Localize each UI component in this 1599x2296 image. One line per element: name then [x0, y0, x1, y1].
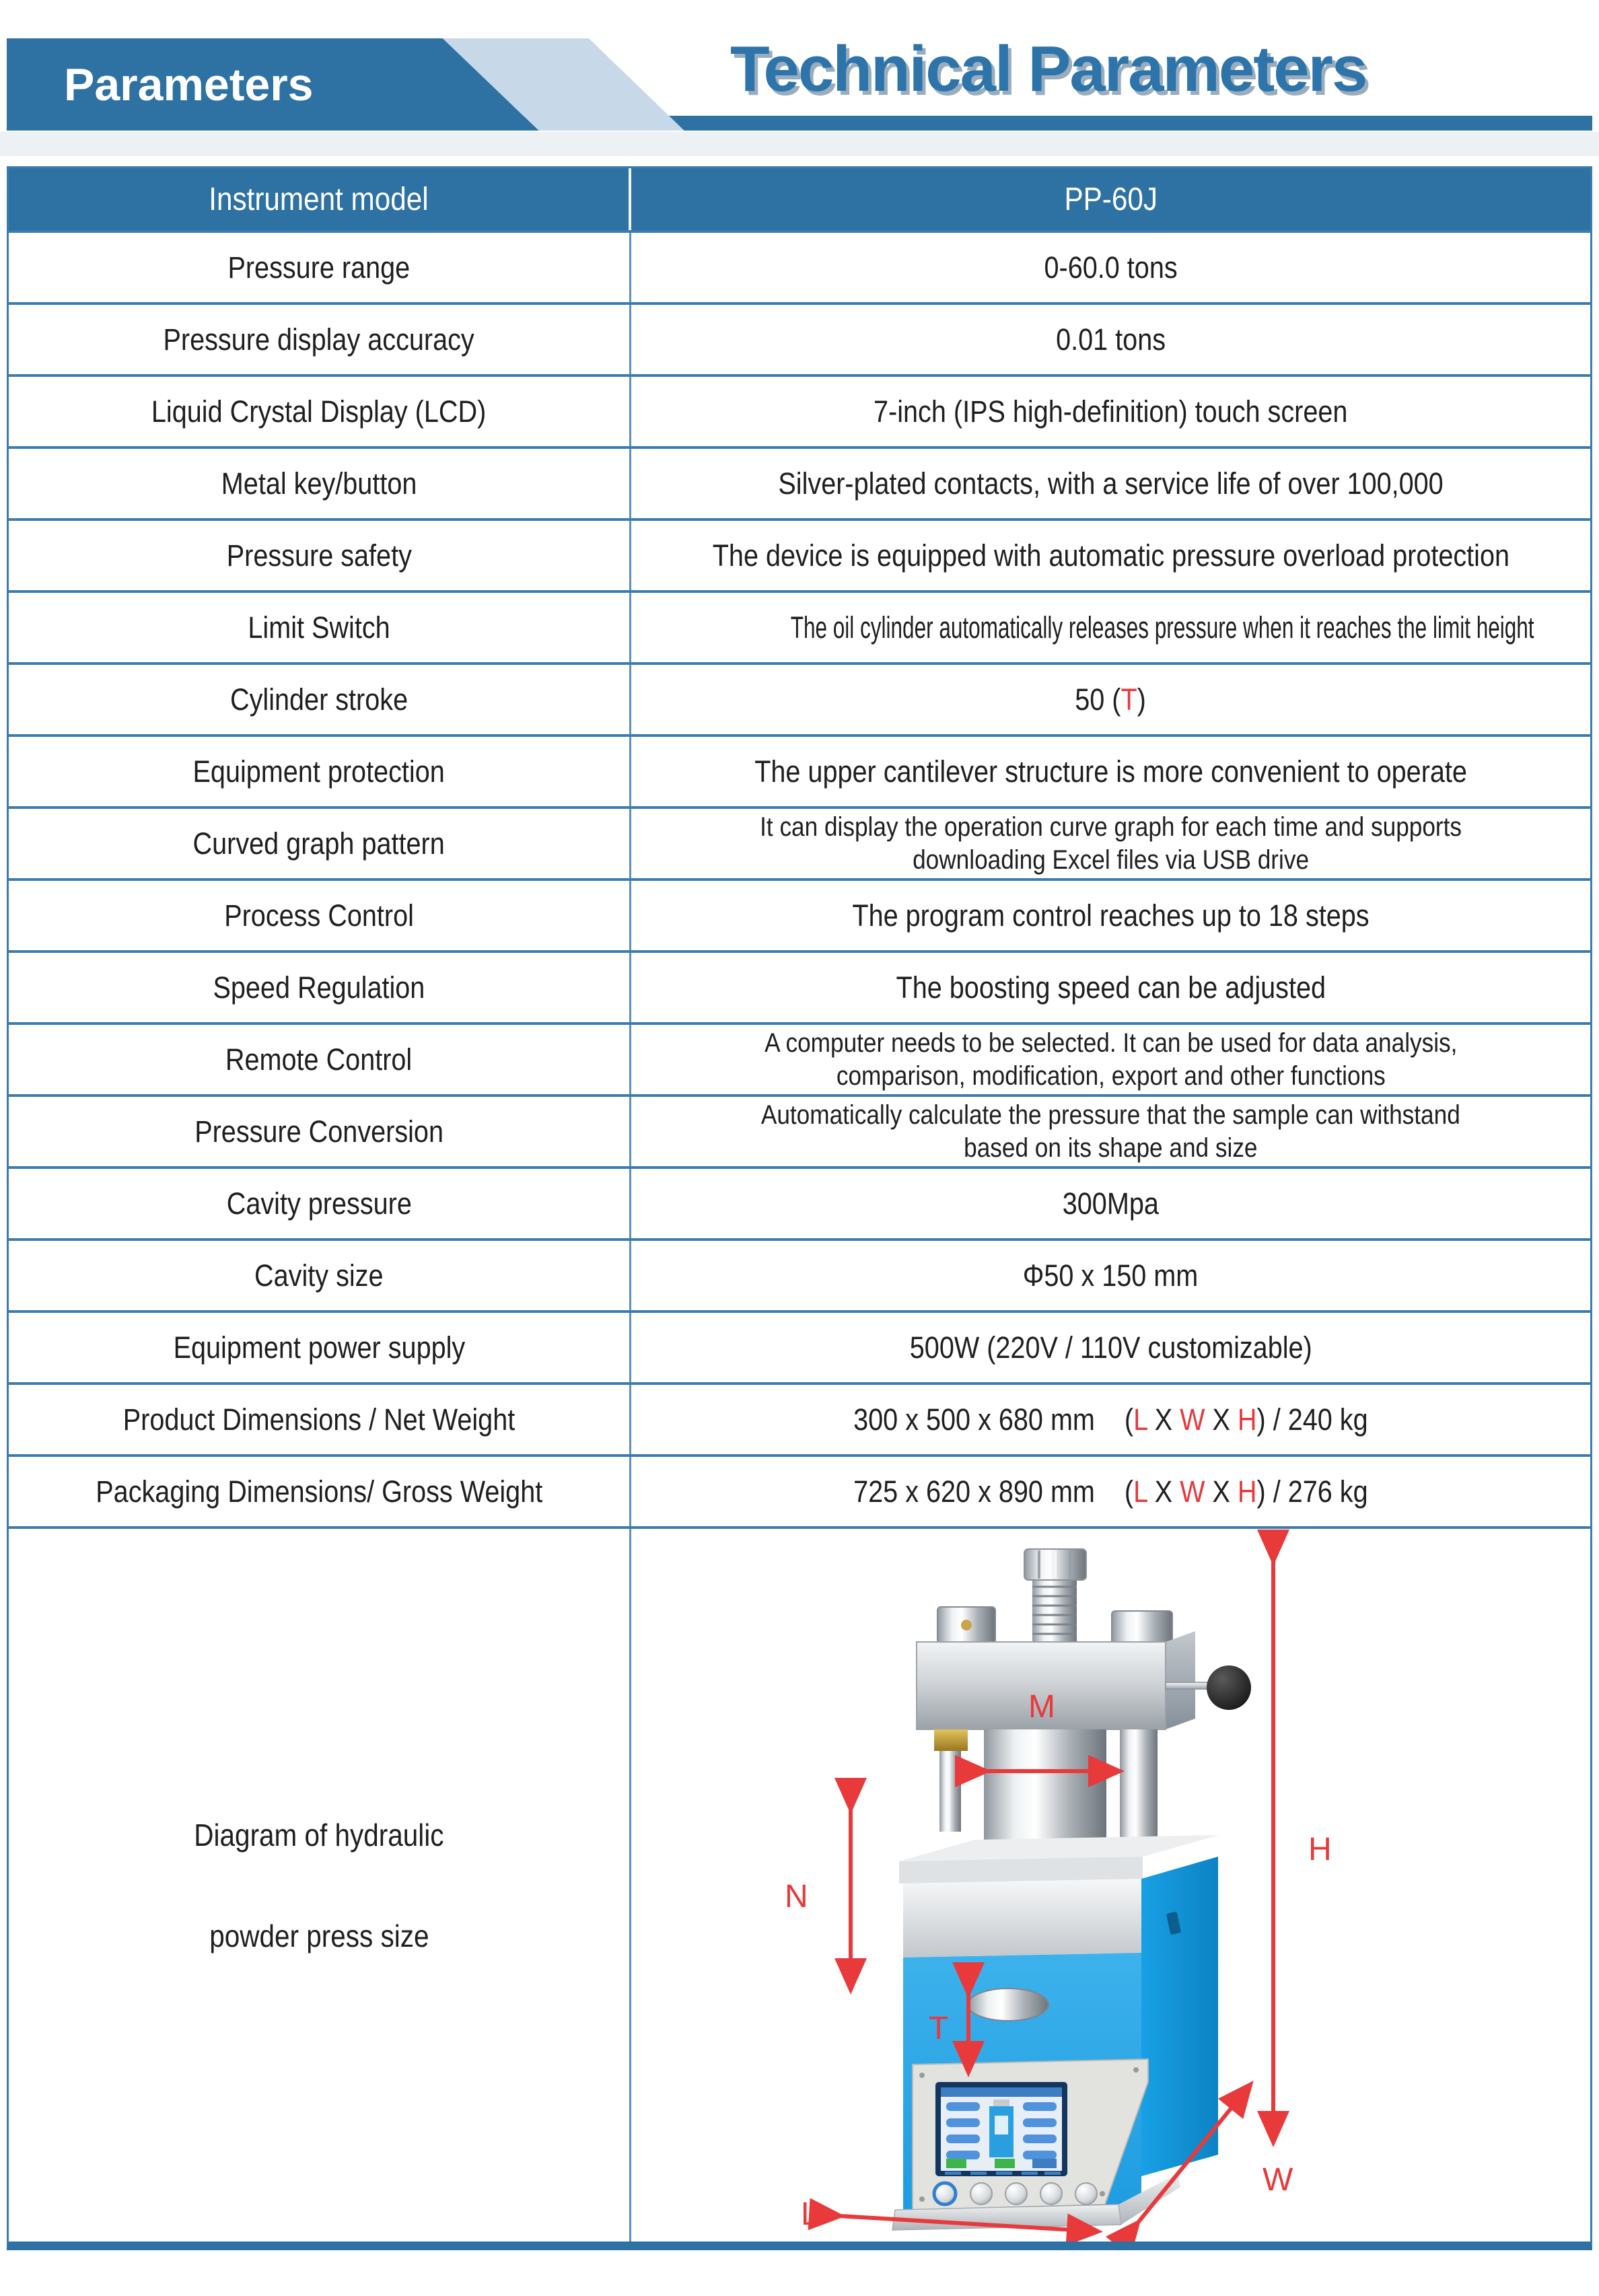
table-row [9, 518, 1590, 590]
param-label: Equipment power supply [173, 1330, 465, 1365]
param-cell [9, 1241, 631, 1310]
value-cell [631, 1313, 1590, 1382]
param-cell [9, 1313, 631, 1382]
value-text: The program control reaches up to 18 steps [852, 898, 1370, 933]
value-cell [631, 449, 1590, 518]
table-row [9, 734, 1590, 806]
header-underline-band [0, 132, 1599, 156]
arrow-label-w: W [1263, 2162, 1293, 2198]
value-text: X [1205, 1474, 1238, 1509]
table-row [9, 806, 1590, 878]
value-cell [631, 377, 1590, 446]
ribbon-label: Parameters [64, 59, 314, 110]
value-text: The upper cantilever structure is more convenient to operate [754, 754, 1467, 789]
value-text: comparison, modification, export and other functions [836, 1061, 1386, 1091]
param-label: Cavity size [254, 1258, 384, 1293]
param-label: Metal key/button [221, 466, 417, 501]
table-header-row [9, 168, 1590, 230]
header-param-label: Instrument model [209, 181, 429, 217]
param-cell [9, 1457, 631, 1526]
param-cell [9, 449, 631, 518]
table-row [9, 1022, 1590, 1094]
diagram-label-line1: Diagram of hydraulic [194, 1817, 444, 1853]
value-line [765, 1027, 1457, 1060]
value-cell [631, 1385, 1590, 1454]
value-cell [631, 1457, 1590, 1526]
value-text: A computer needs to be selected. It can be used for data analysis, [764, 1028, 1458, 1058]
value-cell [631, 953, 1590, 1022]
page-title: Technical Parameters [730, 33, 1367, 105]
param-cell [9, 1097, 631, 1166]
param-label: Cylinder stroke [229, 682, 408, 717]
param-label: Pressure display accuracy [163, 322, 475, 357]
value-line [913, 844, 1309, 877]
press-machine-illustration [631, 1529, 1590, 2241]
table-row [9, 662, 1590, 734]
param-cell [9, 665, 631, 734]
value-cell [631, 1025, 1590, 1094]
value-text: 0.01 tons [1056, 322, 1166, 357]
value-line [837, 1060, 1386, 1093]
value-text: It can display the operation curve graph for each time and supports [760, 812, 1462, 842]
value-label [896, 970, 1325, 1005]
table-row [9, 950, 1590, 1022]
value-cell [631, 305, 1590, 374]
value-label [853, 1474, 1368, 1509]
value-label [853, 1402, 1368, 1437]
value-label [910, 1330, 1312, 1365]
arrow-label-h: H [1308, 1832, 1332, 1867]
value-cell [631, 521, 1590, 590]
press-screw [1024, 1549, 1086, 1643]
table-row [9, 1238, 1590, 1310]
value-text: based on its shape and size [964, 1133, 1258, 1163]
table-row [9, 590, 1590, 662]
value-text: ) / 276 kg [1256, 1474, 1368, 1509]
param-cell [9, 305, 631, 374]
touchscreen [935, 2082, 1067, 2176]
value-label [1075, 682, 1147, 717]
param-label: Speed Regulation [213, 970, 425, 1005]
value-text: downloading Excel files via USB drive [913, 845, 1309, 875]
param-label: Packaging Dimensions/ Gross Weight [96, 1474, 542, 1509]
value-line [964, 1132, 1257, 1165]
value-cell [631, 233, 1590, 302]
param-label: Liquid Crystal Display (LCD) [151, 394, 487, 429]
press-crossbeam [917, 1631, 1195, 1729]
value-cell [631, 1169, 1590, 1238]
param-cell [9, 1385, 631, 1454]
value-label [1056, 322, 1166, 357]
arrow-label-n: N [785, 1879, 808, 1914]
diagram-label-cell [9, 1529, 631, 2241]
value-label [778, 466, 1443, 501]
diagram-cell [631, 1529, 1590, 2241]
table-row [9, 1310, 1590, 1382]
value-text: The oil cylinder automatically releases pressure when it reaches the limit height [790, 610, 1534, 645]
param-cell [9, 1169, 631, 1238]
value-label [1023, 1258, 1198, 1293]
param-label: Limit Switch [248, 610, 390, 645]
param-label: Pressure safety [226, 538, 412, 573]
diagram-label-line2: powder press size [209, 1918, 429, 1953]
param-cell [9, 881, 631, 950]
value-cell [631, 593, 1599, 662]
param-label: Equipment protection [192, 754, 446, 789]
value-text: The boosting speed can be adjusted [896, 970, 1326, 1005]
param-cell [9, 521, 631, 590]
value-label [1044, 250, 1177, 285]
value-highlight: H [1238, 1474, 1257, 1509]
value-line [760, 811, 1462, 844]
param-cell [9, 377, 631, 446]
table-row [9, 1094, 1590, 1166]
arrow-label-t: T [929, 2011, 949, 2046]
value-cell [631, 737, 1590, 806]
value-text: X [1147, 1474, 1180, 1509]
param-cell [9, 233, 631, 302]
arrow-label-m: M [1028, 1689, 1055, 1725]
param-cell [9, 809, 631, 878]
table-row [9, 1454, 1590, 1526]
table-row [9, 374, 1590, 446]
value-label [754, 754, 1467, 789]
diagram-row [9, 1526, 1590, 2241]
value-label [791, 610, 1534, 645]
value-text: 500W (220V / 110V customizable) [909, 1330, 1312, 1365]
table-row [9, 1166, 1590, 1238]
param-cell [9, 737, 631, 806]
param-label: Product Dimensions / Net Weight [122, 1402, 516, 1437]
value-highlight: W [1180, 1402, 1205, 1437]
value-label [874, 394, 1347, 429]
header-value-cell [631, 168, 1590, 230]
value-text: 725 x 620 x 890 mm ( [853, 1474, 1134, 1509]
value-text: ) / 240 kg [1256, 1402, 1368, 1437]
table-row [9, 878, 1590, 950]
table-row [9, 1382, 1590, 1454]
value-text: 300Mpa [1062, 1186, 1160, 1221]
header-param-cell [9, 168, 631, 230]
value-label [852, 898, 1369, 933]
value-text: 7-inch (IPS high-definition) touch screen [874, 394, 1348, 429]
param-label: Remote Control [225, 1042, 413, 1077]
arrow-label-l: L [801, 2196, 819, 2232]
value-cell [631, 809, 1590, 878]
value-text: The device is equipped with automatic pressure overload protection [712, 538, 1509, 573]
value-text: Φ50 x 150 mm [1023, 1258, 1199, 1293]
param-cell [9, 1025, 631, 1094]
value-text: 50 ( [1075, 682, 1121, 717]
value-highlight: W [1180, 1474, 1205, 1509]
value-cell [631, 1241, 1590, 1310]
value-cell [631, 881, 1590, 950]
param-label: Pressure range [227, 250, 411, 285]
value-highlight: L [1133, 1402, 1147, 1437]
value-highlight: T [1121, 682, 1138, 717]
table-row [9, 446, 1590, 518]
param-cell [9, 953, 631, 1022]
parameters-table [7, 166, 1592, 2250]
table-row [9, 302, 1590, 374]
value-highlight: L [1133, 1474, 1147, 1509]
value-multiline [760, 811, 1462, 877]
value-label [1063, 1186, 1159, 1221]
param-label: Cavity pressure [226, 1186, 412, 1221]
header-value-label: PP-60J [1064, 181, 1158, 217]
value-highlight: H [1238, 1402, 1257, 1437]
value-cell [631, 665, 1590, 734]
value-line [761, 1099, 1460, 1132]
value-text: X [1205, 1402, 1238, 1437]
value-multiline [761, 1099, 1460, 1165]
value-text: X [1147, 1402, 1180, 1437]
value-text: 300 x 500 x 680 mm ( [853, 1402, 1134, 1437]
value-cell [631, 1097, 1590, 1166]
param-label: Process Control [224, 898, 414, 933]
param-cell [9, 593, 631, 662]
param-label: Pressure Conversion [194, 1114, 443, 1149]
value-text: Automatically calculate the pressure that the sample can withstand [761, 1100, 1460, 1130]
value-label [712, 538, 1509, 573]
param-label: Curved graph pattern [192, 826, 446, 861]
table-row [9, 230, 1590, 302]
value-multiline [765, 1027, 1457, 1093]
value-text: 0-60.0 tons [1044, 250, 1178, 285]
value-text: ) [1137, 682, 1147, 717]
value-text: Silver-plated contacts, with a service life of over 100,000 [778, 466, 1444, 501]
